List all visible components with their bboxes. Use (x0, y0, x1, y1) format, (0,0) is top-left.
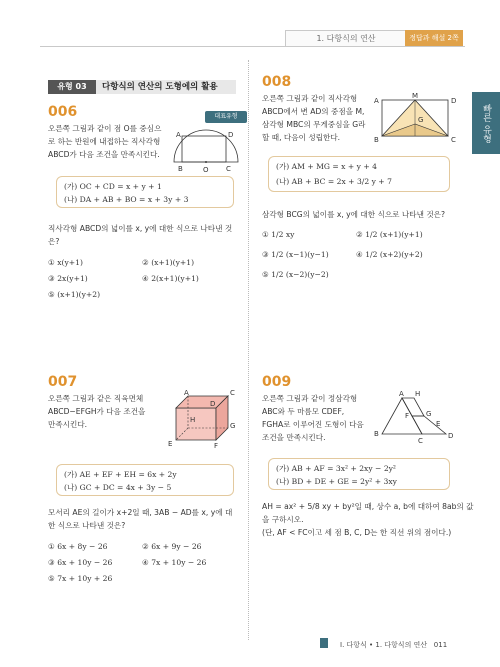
problem-number: 009 (262, 374, 292, 390)
label-G: G (418, 116, 424, 124)
label-D: D (448, 432, 454, 440)
triangle-rhombus-figure (372, 390, 458, 446)
label-A: A (374, 97, 379, 105)
cuboid-figure (166, 388, 242, 450)
label-E: E (168, 440, 173, 448)
label-M: M (412, 92, 419, 100)
label-F: F (405, 412, 410, 420)
side-tab: 빠른 유형 (472, 92, 500, 154)
problem-text: 오른쪽 그림과 같이 직사각형 ABCD에서 변 AD의 중점을 M, 삼각형 MBC의 무게중심을 G라 할 때, 다음이 성립한다. (262, 94, 366, 142)
label-A: A (184, 389, 189, 397)
header-rule (40, 46, 465, 47)
label-G: G (230, 422, 236, 430)
problem-question: AH = ax² + 5/8 xy + by²일 때, 상수 a, b에 대하여 8ab의 값 을 구하시오. (단, AF < FC이고 세 점 B, C, D는 한 직선 위의 점이다.) (262, 502, 474, 537)
choice-1[interactable]: ① x(y+1) (48, 258, 83, 267)
problem-text: 오른쪽 그림과 같은 직육면체 ABCD−EFGH가 다음 조건을 만족시킨다. (48, 394, 146, 429)
problem-number: 008 (262, 74, 292, 90)
problem-question: 직사각형 ABCD의 넓이를 x, y에 대한 식으로 나타낸 것 은? (48, 224, 233, 246)
problem-number: 006 (48, 104, 78, 120)
semicircle-figure (168, 122, 244, 174)
choice-1[interactable]: ① 6x + 8y − 26 (48, 542, 108, 551)
choice-4[interactable]: ④ 2(x+1)(y+1) (142, 274, 199, 283)
page-number: 011 (433, 641, 448, 649)
choice-2[interactable]: ② 6x + 9y − 26 (142, 542, 202, 551)
footer-marker (320, 638, 328, 648)
choice-4[interactable]: ④ 1/2 (x+2)(y+2) (356, 250, 423, 259)
problem-text: 오른쪽 그림과 같이 점 O를 중심으 로 하는 반원에 내접하는 직사각형 ABCD가 다음 조건을 만족시킨다. (48, 124, 162, 159)
condition-box: (가) AM + MG = x + y + 4 (나) AB + BC = 2x + 3/2 y + 7 (268, 156, 450, 192)
problem-question: 모서리 AE의 길이가 x+2일 때, 3AB − AD를 x, y에 대 한 식으로 나타낸 것은? (48, 508, 233, 530)
answer-badge: 정답과 해설 2쪽 (405, 30, 463, 46)
footer (340, 640, 447, 650)
condition-box: (가) OC + CD = x + y + 1 (나) DA + AB + BO = x + 3y + 3 (56, 176, 234, 208)
footer-text: Ⅰ. 다항식 • 1. 다항식의 연산 (340, 641, 428, 649)
column-divider (248, 60, 249, 640)
label-H: H (415, 390, 421, 398)
label-A: A (176, 131, 181, 139)
label-C: C (451, 136, 456, 144)
label-A: A (399, 390, 404, 398)
label-C: D (210, 400, 216, 408)
label-F: F (214, 442, 219, 450)
label-E: E (436, 420, 441, 428)
label-O: O (203, 166, 209, 174)
chapter-tab: 1. 다항식의 연산 (285, 30, 407, 47)
rectangle-figure (374, 92, 460, 144)
choice-5[interactable]: ⑤ 1/2 (x−2)(y−2) (262, 270, 329, 279)
label-B: B (374, 430, 379, 438)
type-label: 유형 03 (48, 80, 96, 94)
choice-1[interactable]: ① 1/2 xy (262, 230, 295, 239)
label-C: C (226, 165, 231, 173)
choice-3[interactable]: ③ 1/2 (x−1)(y−1) (262, 250, 329, 259)
problem-number: 007 (48, 374, 78, 390)
condition-box: (가) AE + EF + EH = 6x + 2y (나) GC + DC = 4x + 3y − 5 (56, 464, 234, 496)
condition-box: (가) AB + AF = 3x² + 2xy − 2y² (나) BD + DE + GE = 2y² + 3xy (268, 458, 450, 490)
choice-4[interactable]: ④ 7x + 10y − 26 (142, 558, 207, 567)
representative-tag: 대표유형 (205, 111, 247, 123)
choice-3[interactable]: ③ 2x(y+1) (48, 274, 88, 283)
label-B: C (230, 389, 235, 397)
choice-5[interactable]: ⑤ 7x + 10y + 26 (48, 574, 113, 583)
label-B: B (178, 165, 183, 173)
choice-3[interactable]: ③ 6x + 10y − 26 (48, 558, 113, 567)
type-banner (48, 80, 236, 94)
label-D: D (228, 131, 234, 139)
label-C: C (418, 437, 423, 445)
choice-2[interactable]: ② (x+1)(y+1) (142, 258, 195, 267)
label-G: G (426, 410, 432, 418)
label-B: B (374, 136, 379, 144)
label-D: D (451, 97, 457, 105)
problem-question: 삼각형 BCG의 넓이를 x, y에 대한 식으로 나타낸 것은? (262, 210, 446, 219)
problem-text: 오른쪽 그림과 같이 정삼각형 ABC와 두 마름모 CDEF, FGHA로 이루어진 도형이 다음 조건을 만족시킨다. (262, 394, 364, 442)
type-title: 다항식의 연산의 도형에의 활용 (102, 82, 218, 92)
choice-5[interactable]: ⑤ (x+1)(y+2) (48, 290, 101, 299)
label-H: H (190, 416, 196, 424)
choice-2[interactable]: ② 1/2 (x+1)(y+1) (356, 230, 423, 239)
